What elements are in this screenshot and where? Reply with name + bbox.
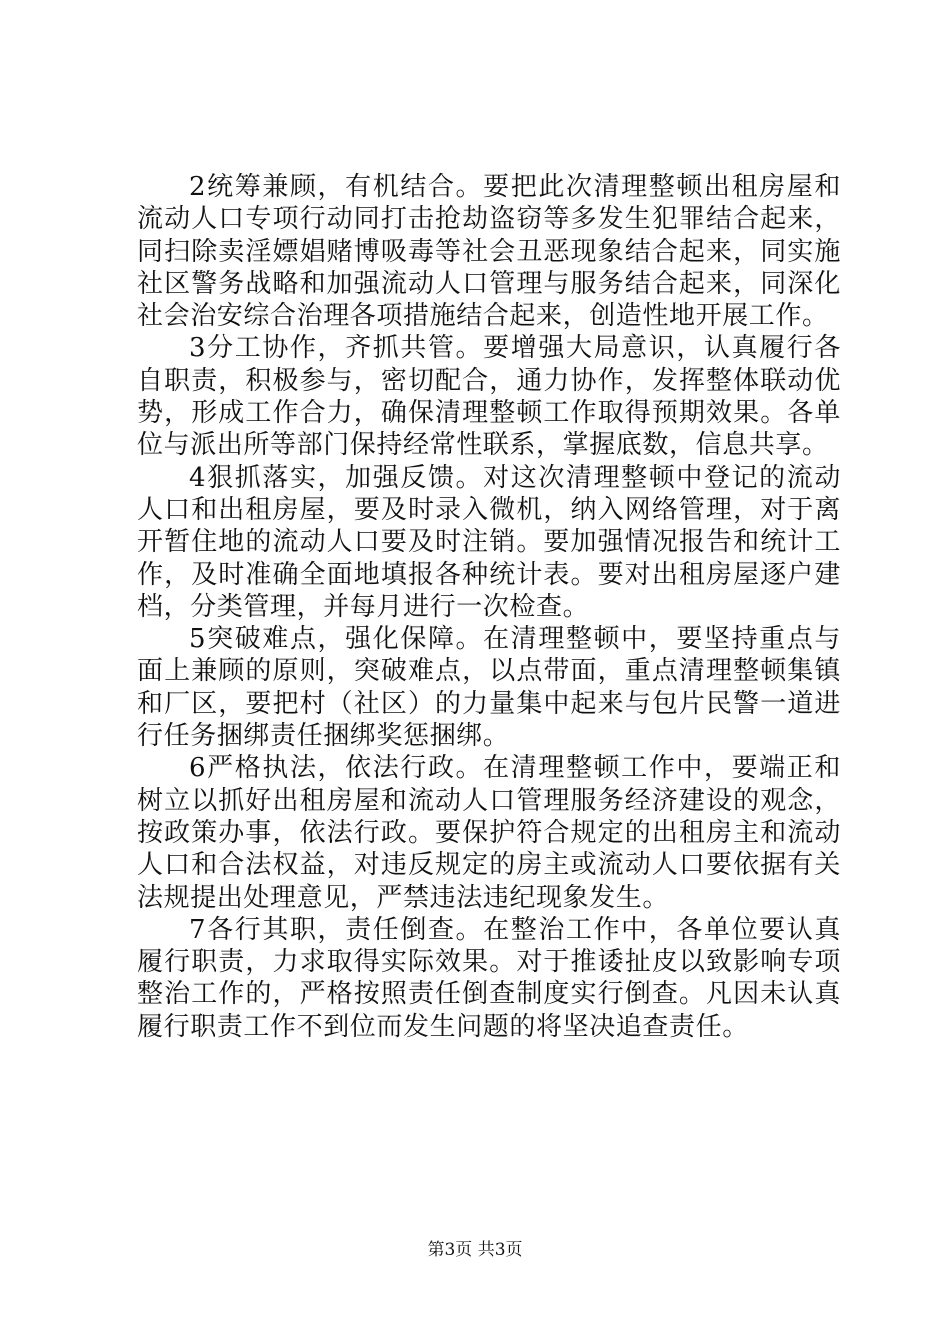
document-body xyxy=(137,171,841,1043)
paragraph-item-6: 6严格执法，依法行政。在清理整顿工作中，要端正和树立以抓好出租房屋和流动人口管理服务经济建设的观念，按政策办事，依法行政。要保护符合规定的出租房主和流动人口和合法权益，对违反规定的房主或流动人口要依据有关法规提出处理意见，严禁违法违纪现象发生。 xyxy=(137,753,841,913)
paragraph-item-5: 5突破难点，强化保障。在清理整顿中，要坚持重点与面上兼顾的原则，突破难点，以点带面，重点清理整顿集镇和厂区，要把村（社区）的力量集中起来与包片民警一道进行任务捆绑责任捆绑奖惩捆绑。 xyxy=(137,624,841,752)
paragraph-item-3: 3分工协作，齐抓共管。要增强大局意识，认真履行各自职责，积极参与，密切配合，通力协作，发挥整体联动优势，形成工作合力，确保清理整顿工作取得预期效果。各单位与派出所等部门保持经常性联系，掌握底数，信息共享。 xyxy=(137,333,841,461)
paragraph-item-4: 4狠抓落实，加强反馈。对这次清理整顿中登记的流动人口和出租房屋，要及时录入微机，纳入网络管理，对于离开暂住地的流动人口要及时注销。要加强情况报告和统计工作，及时准确全面地填报各种统计表。要对出租房屋逐户建档，分类管理，并每月进行一次检查。 xyxy=(137,462,841,622)
paragraph-item-7: 7各行其职，责任倒查。在整治工作中，各单位要认真履行职责，力求取得实际效果。对于推诿扯皮以致影响专项整治工作的，严格按照责任倒查制度实行倒查。凡因未认真履行职责工作不到位而发生问题的将坚决追查责任。 xyxy=(137,914,841,1042)
paragraph-item-2: 2统筹兼顾，有机结合。要把此次清理整顿出租房屋和流动人口专项行动同打击抢劫盗窃等多发生犯罪结合起来，同扫除卖淫嫖娼赌博吸毒等社会丑恶现象结合起来，同实施社区警务战略和加强流动人口管理与服务结合起来，同深化社会治安综合治理各项措施结合起来，创造性地开展工作。 xyxy=(137,172,841,332)
page-footer: 第3页 共3页 xyxy=(427,1240,523,1260)
